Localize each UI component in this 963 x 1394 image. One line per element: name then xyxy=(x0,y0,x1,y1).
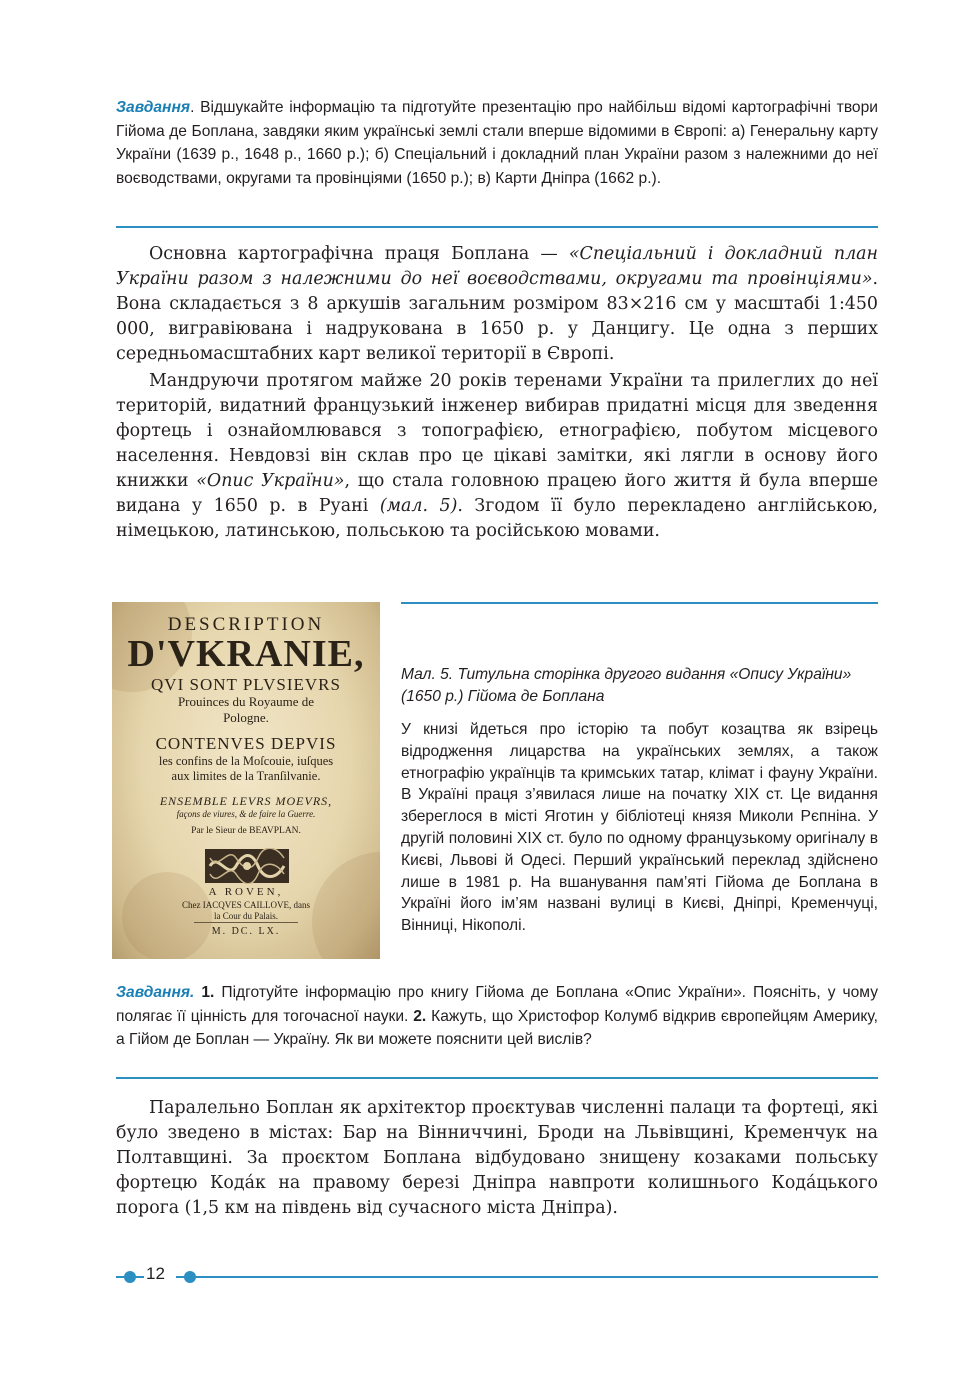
divider xyxy=(116,226,878,228)
divider xyxy=(116,1077,878,1079)
paragraph: Паралельно Боплан як архітектор проєктував численні палаци та фортеці, які було зведено в містах: Бар на Вінниччині, Броди на Львівщині, Кременчук на Полтавщині. За проєктом Боплана відбудовано знищену козаками польську фортецю Кода́к на правому березі Дніпра навпроти колишнього Кода́цького порога (1,5 км на південь від сучасного міста Дніпра). xyxy=(116,1098,878,1218)
task-block-1 xyxy=(116,96,878,190)
paragraph: Основна картографічна праця Боплана — «Спеціальний і докладний план України разом з належними до неї воєводствами, округами та провінціями». Вона складається з 8 аркушів загальним розміром 83×216 см у масштабі 1:450 000, вигравіювана і надрукована в 1650 р. у Данцигу. Це одна з перших середньомасштабних карт великої території в Європі. xyxy=(116,244,878,364)
main-text-bottom xyxy=(116,1096,878,1221)
paragraph: Мандруючи протягом майже 20 років теренами України та прилеглих до неї територій, видатний французький інженер вибирав придатні місця для зведення фортець і ознайомлювався з топографією, етнографією, побутом місцевого населення. Невдовзі він склав про це цікаві замітки, які лягли в основу його книжки «Опис України», що стала головною працею його життя й була вперше видана у 1650 р. в Руані (мал. 5). Згодом її було перекладено англійською, німецькою, латинською, польською та російською мовами. xyxy=(116,371,878,541)
footer-line xyxy=(188,1276,878,1278)
task-text: . Відшукайте інформацію та підготуйте презентацію про найбільш відомі картографічні твори Гійома де Боплана, завдяки яким українські землі стали вперше відомими в Європі: а) Генеральну карту України (1639 р., 1648 р., 1660 р.); б) Спеціальний і докладний план України разом з належними до неї воєводствами, округами та провінціями (1650 р.); в) Карти Дніпра (1662 р.). xyxy=(116,99,878,187)
main-text-top xyxy=(116,242,878,544)
book-title-page-image: DESCRIPTION D'VKRANIE, QVI SONT PLVSIEVRS Prouinces du Royaume de Pologne. CONTENVES DEPVIS les confins de la Moſcouie, iuſques aux limites de la Tranſilvanie. ENSEMBLE LEVRS MOEVRS, façons de viures, & de faire la Guerre. Par le Sieur de BEAVPLAN. A ROVEN, Chez IACQVES CAILLOVE, dans la Cour du Palais. M. DC. LX. xyxy=(112,602,380,959)
ornament-icon xyxy=(204,848,290,884)
page-marker-dot-icon xyxy=(124,1271,136,1283)
task-block-2: Завдання. 1. Підготуйте інформацію про книгу Гійома де Боплана «Опис України». Поясніть, у чому полягає її цінність для тогочасної науки. 2. Кажуть, що Христофор Колумб відкрив європейцям Америку, а Гійом де Боплан — Україну. Як ви можете пояснити цей вислів? xyxy=(116,984,878,1048)
task-label: Завдання xyxy=(116,99,191,116)
figure-caption-title: Мал. 5. Титульна сторінка другого видання «Опису України» (1650 р.) Гійома де Боплана xyxy=(401,666,852,705)
page-number: 12 xyxy=(146,1264,165,1283)
divider xyxy=(401,602,878,604)
figure-caption-text: У книзі йдеться про історію та побут козацтва як взірець відродження лицарства на українських землях, а також етнографію українців та кримських татар, клімат і фауну України. В Україні праця з’явилася лише на початку XIX ст. Це видання збереглося в місті Яготин у бібліотеці князя Миколи Рєпніна. У другій половині XIX ст. було по одному французькому оригіналу в Києві, Львові й Одесі. Перший український переклад здійснено лише в 1981 р. На вшанування пам’яті Гійома де Боплана в Україні його ім’ям названі вулиці в Києві, Дніпрі, Кременчуці, Вінниці, Нікополі. xyxy=(401,721,878,935)
task-label: Завдання. xyxy=(116,984,195,1001)
